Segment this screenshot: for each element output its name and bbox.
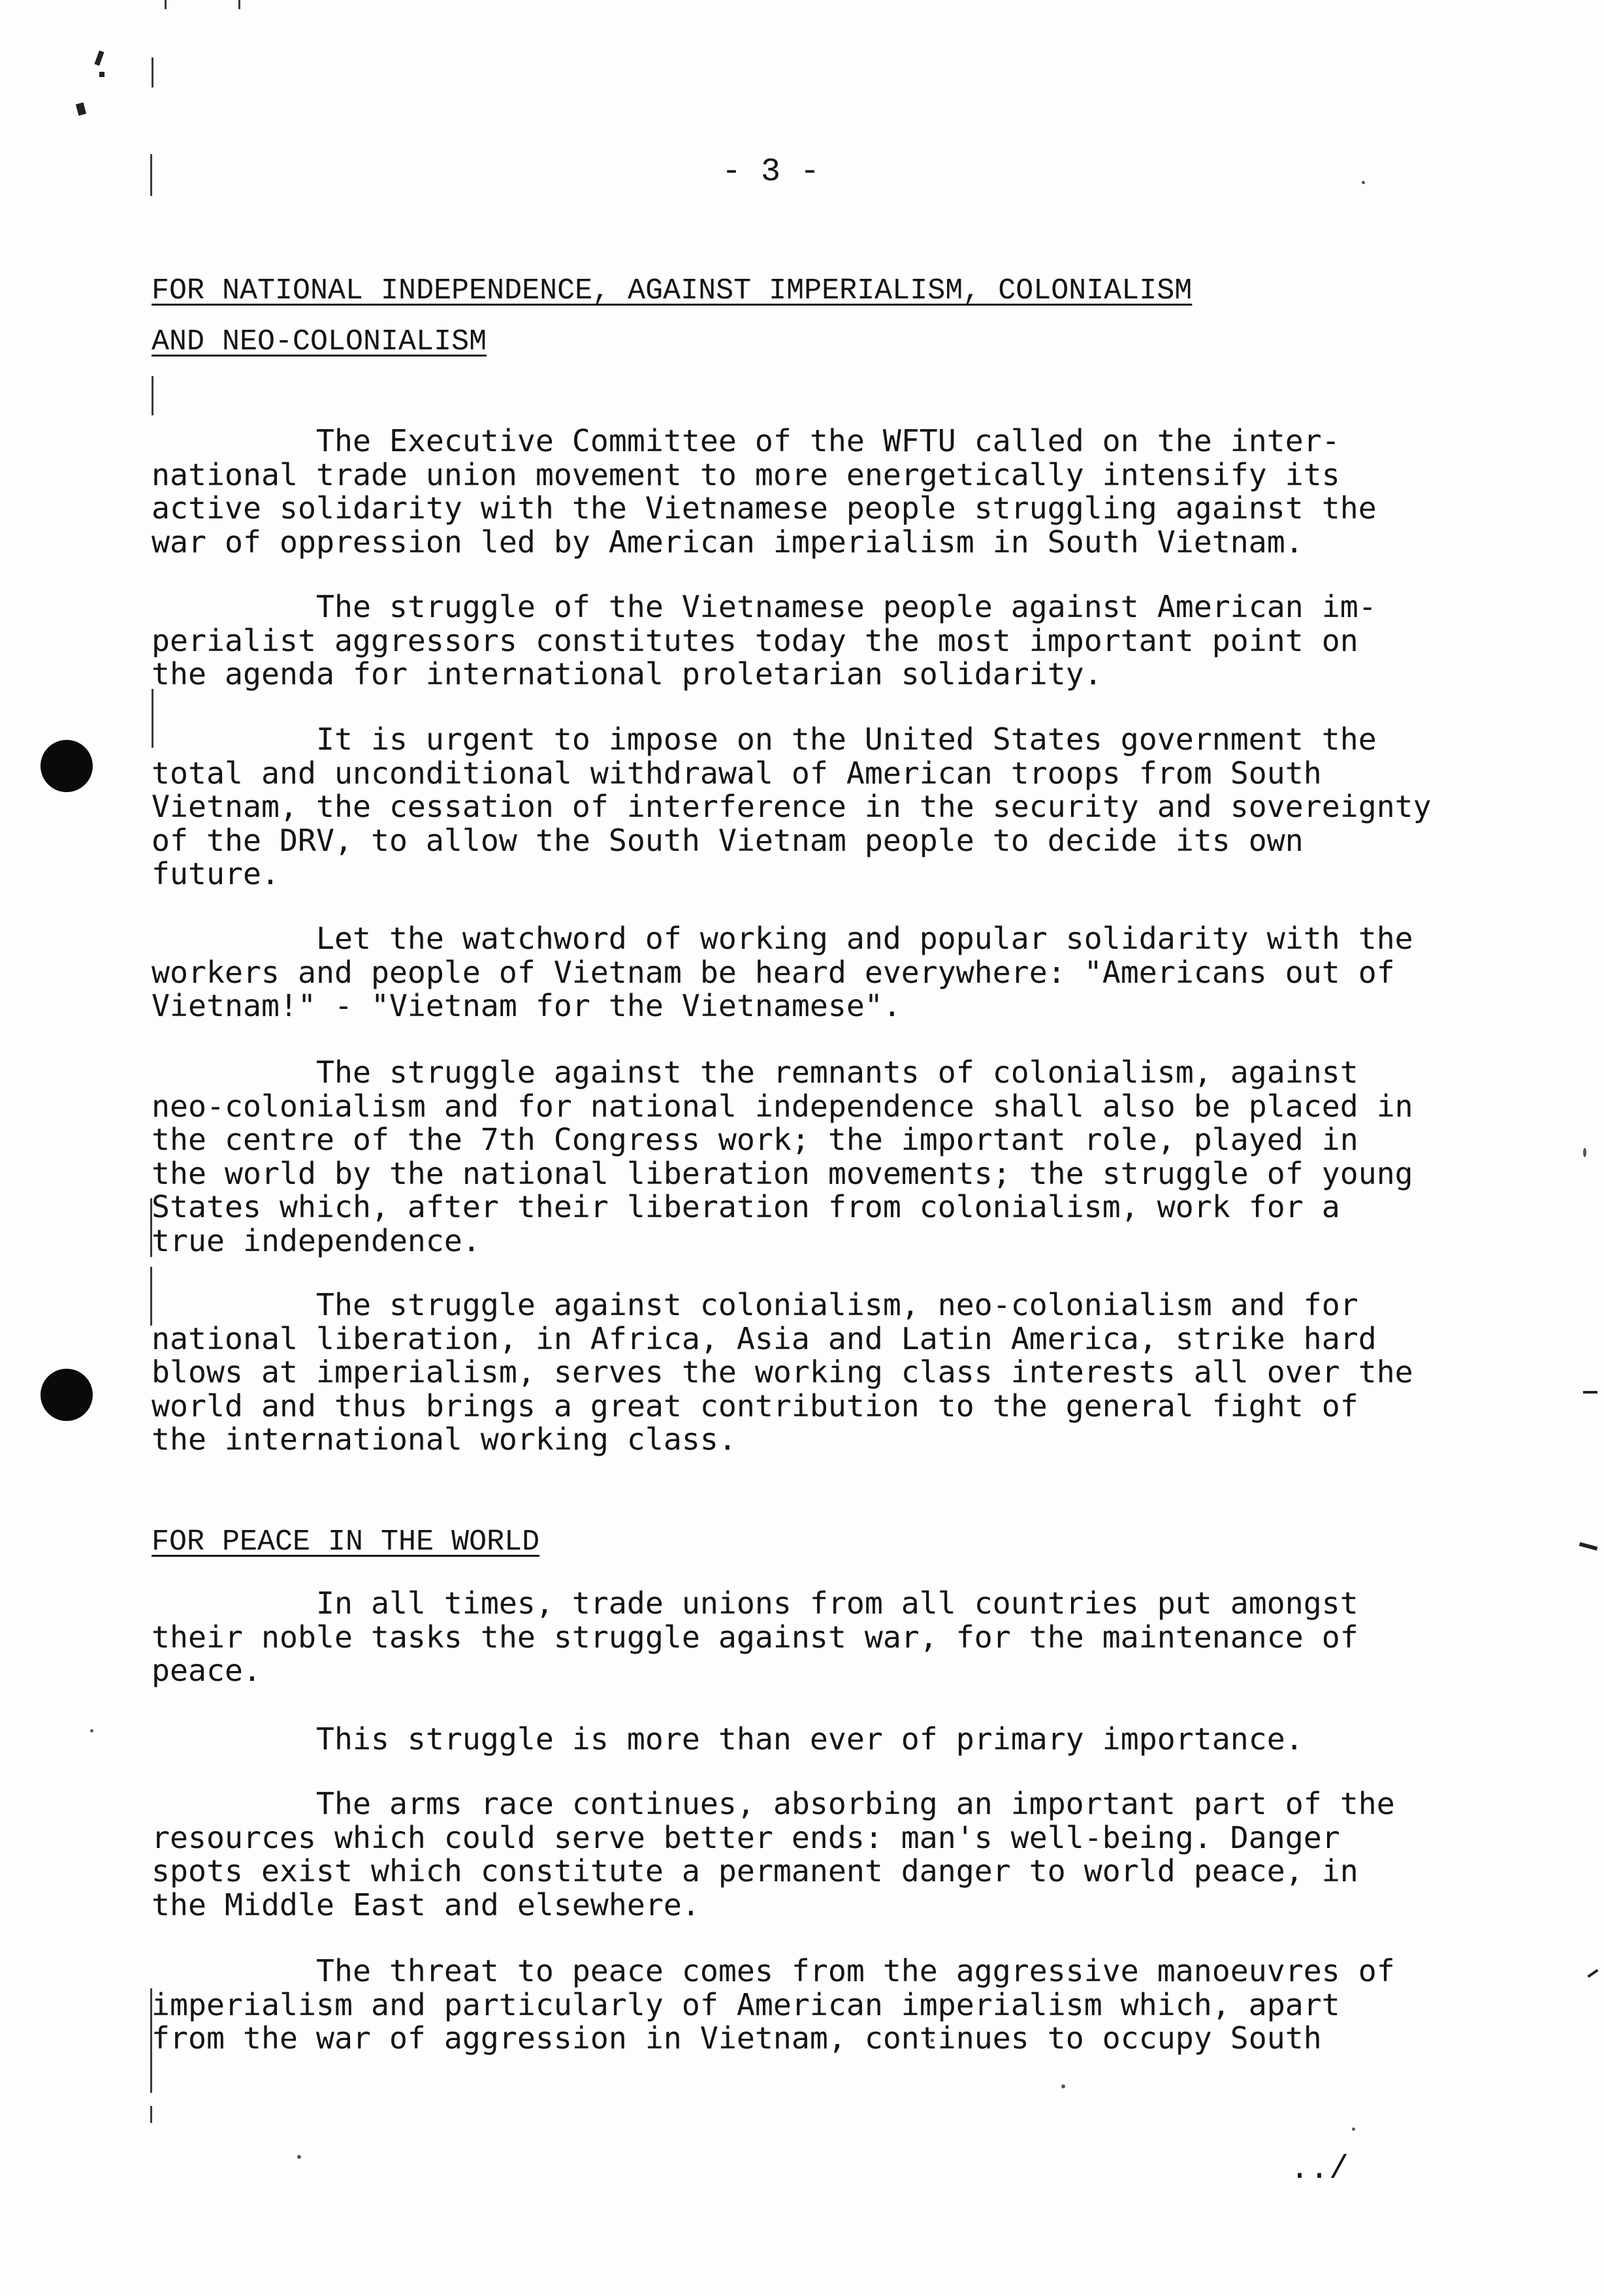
scan-mark [1583, 1148, 1586, 1157]
paragraph: Let the watchword of working and popular solidarity with the workers and people of Vietnam be heard everywhere: "Americans out of Vietnam!" - "Vietnam for the Vietnamese". [152, 921, 1413, 1023]
scan-mark [90, 1729, 93, 1732]
paragraph: It is urgent to impose on the United States government the total and unconditional withdrawal of American troops from South Vietnam, the cessation of interference in the security and sovereignty of the DRV, to allow the South Vietnam people to decide its own future. [152, 722, 1432, 891]
margin-mark [152, 376, 153, 415]
scan-mark [94, 50, 104, 65]
punch-hole-upper [40, 740, 93, 792]
scan-mark [1352, 2128, 1355, 2131]
scan-mark [76, 103, 86, 116]
paragraph: The Executive Committee of the WFTU called on the inter- national trade union movement to more energetically intensify its active solidarity with the Vietnamese people struggling against the war of oppression led by American imperialism in South Vietnam. [152, 423, 1377, 560]
scan-mark [1061, 2084, 1065, 2088]
section-heading-peace: FOR PEACE IN THE WORLD [152, 1525, 540, 1559]
paragraph: The threat to peace comes from the aggressive manoeuvres of imperialism and particularly of American imperialism which, apart from the war of aggression in Vietnam, continues to occupy South [152, 1953, 1395, 2056]
scan-mark [1587, 1969, 1598, 1978]
scan-mark [297, 2155, 301, 2159]
paragraph: The struggle of the Vietnamese people against American im- perialist aggressors constitutes today the most important point on the agenda for international proletarian solidarity. [152, 589, 1377, 692]
scan-mark [1583, 1391, 1597, 1394]
punch-hole-lower [40, 1369, 93, 1421]
page-number: - 3 - [721, 153, 820, 191]
section-heading-independence-line2: AND NEO-COLONIALISM [152, 325, 487, 359]
paragraph: This struggle is more than ever of primary importance. [152, 1721, 1304, 1757]
margin-mark [150, 154, 152, 196]
paragraph: The struggle against colonialism, neo-colonialism and for national liberation, in Africa, Asia and Latin America, strike hard blows at imperialism, serves the working class interests all over the world and thus brings a great contribution to the general fight of the international working class. [152, 1287, 1413, 1457]
section-heading-independence-line1: FOR NATIONAL INDEPENDENCE, AGAINST IMPERIALISM, COLONIALISM [152, 274, 1193, 308]
scan-mark [1579, 1542, 1598, 1550]
paragraph: The struggle against the remnants of colonialism, against neo-colonialism and for national independence shall also be placed in the centre of the 7th Congress work; the important role, played in the world by the national liberation movements; the struggle of young States which, after their liberation from colonialism, work for a true independence. [152, 1055, 1413, 1258]
paragraph: The arms race continues, absorbing an important part of the resources which could serve better ends: man's well-being. Danger spots exist which constitute a permanent danger to world peace, in the Middle East and elsewhere. [152, 1786, 1395, 1922]
margin-mark [152, 57, 153, 88]
paragraph: In all times, trade unions from all countries put amongst their noble tasks the struggle against war, for the maintenance of peace. [152, 1586, 1358, 1688]
scan-mark [99, 72, 104, 77]
margin-mark [165, 0, 167, 9]
margin-mark [150, 2106, 152, 2123]
margin-mark [238, 0, 240, 9]
scan-mark [1362, 181, 1365, 184]
continuation-mark: ../ [1290, 2151, 1349, 2188]
